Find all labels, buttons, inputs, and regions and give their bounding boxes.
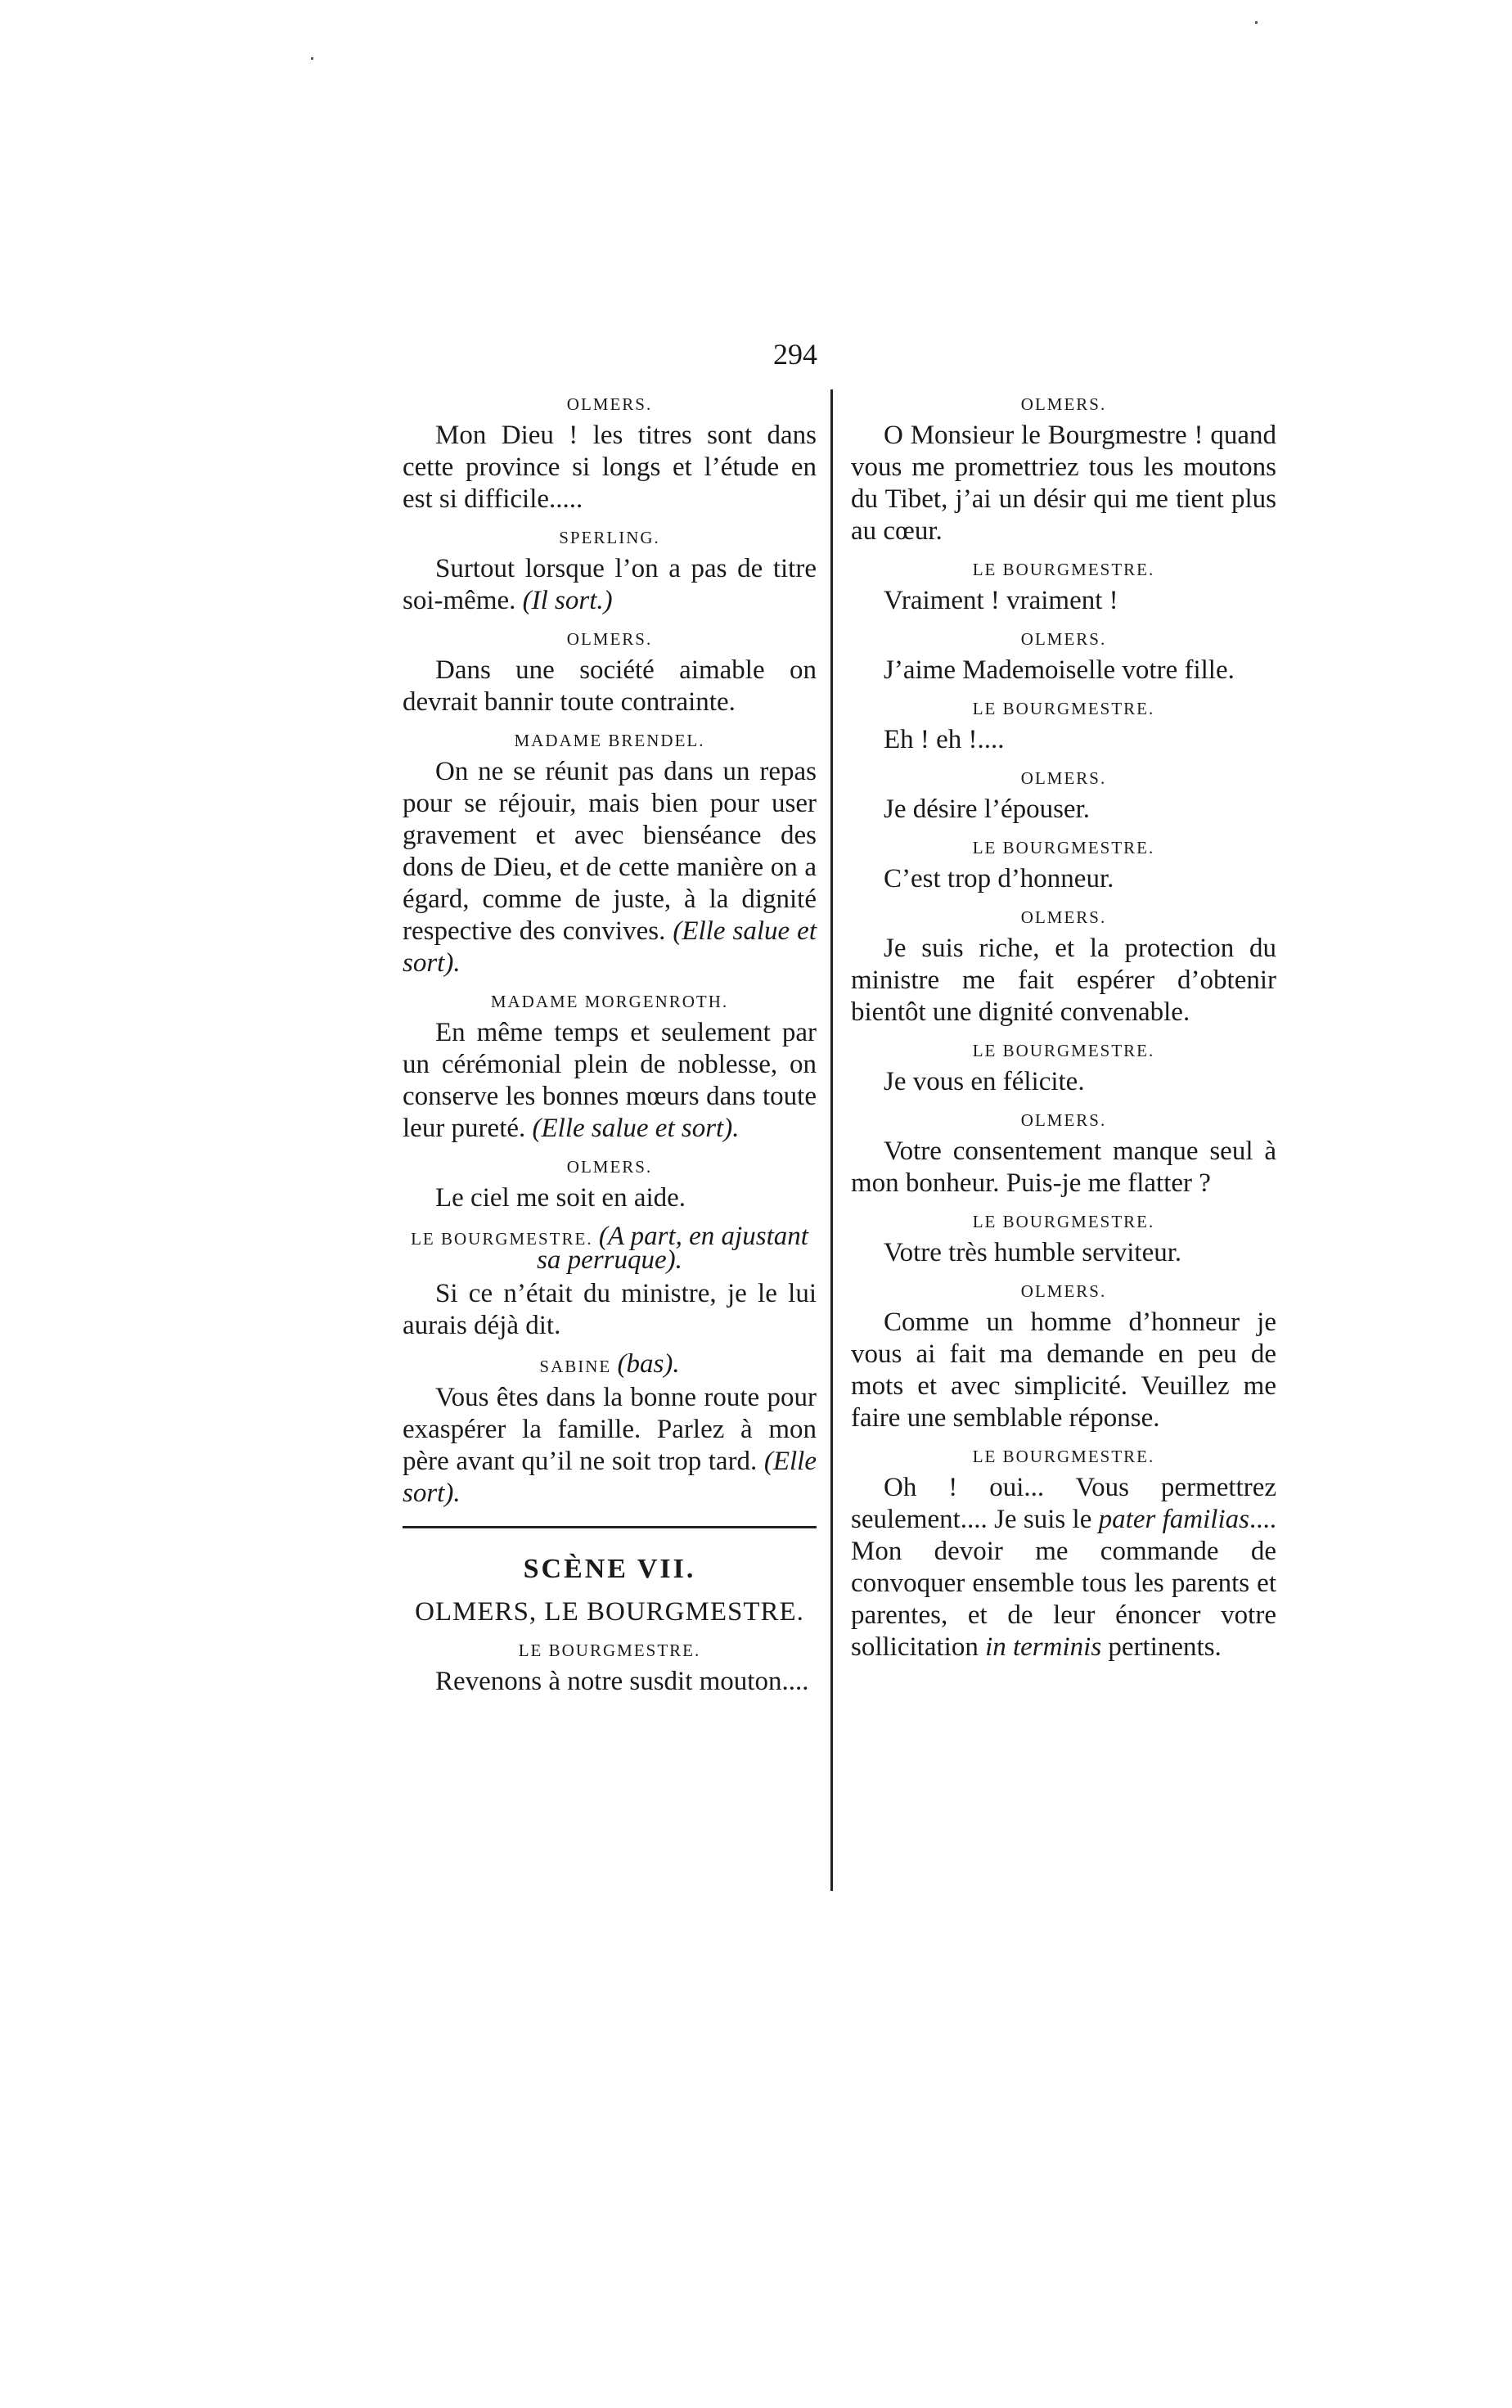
latin-phrase: pater familias	[1098, 1505, 1249, 1534]
speaker-name: OLMERS.	[1020, 768, 1107, 788]
speaker-name: OLMERS.	[1020, 629, 1107, 649]
speech-text: On ne se réunit pas dans un repas pour se réjouir, mais bien pour user gravement et avec bienséance des dons de Dieu, et de cette manière on a égard, comme de juste, à la dignité respective des convives.	[403, 757, 817, 946]
speaker-name: MADAME BRENDEL.	[514, 731, 705, 750]
speaker-direction: (A part, en ajustant sa perruque).	[537, 1222, 808, 1275]
speaker-name: OLMERS.	[1020, 1110, 1107, 1130]
stage-direction: (Elle salue et sort).	[403, 916, 817, 978]
speech-text-part: pertinents.	[1101, 1632, 1222, 1662]
speech-text: O Monsieur le Bourgmestre ! quand vous me promettriez tous les moutons du Tibet, j’ai un désir qui me tient plus au cœur.	[851, 421, 1276, 546]
speaker-with-direction	[403, 1222, 817, 1275]
speech	[403, 1017, 817, 1145]
speaker-name: OLMERS.	[1020, 1281, 1107, 1301]
speaker-name: MADAME MORGENROTH.	[490, 992, 729, 1011]
speech-text: Surtout lorsque l’on a pas de titre soi-même.	[403, 554, 817, 615]
scene-title: SCÈNE VII.	[523, 1554, 696, 1584]
speaker-name: OLMERS.	[566, 394, 653, 414]
speech-text: Je vous en félicite.	[884, 1067, 1085, 1096]
scene-divider-rule	[403, 1526, 817, 1528]
speech	[403, 756, 817, 979]
speech-text: Je suis riche, et la protection du ministre me fait espérer d’obtenir bientôt une dignité convenable.	[851, 934, 1276, 1027]
latin-phrase: in terminis	[985, 1632, 1102, 1662]
speech	[403, 1382, 817, 1510]
speech-text: En même temps et seulement par un cérémonial plein de noblesse, on conserve les bonnes mœurs dans toute leur pureté.	[403, 1018, 817, 1143]
speaker-name: OLMERS.	[1020, 907, 1107, 927]
speech-text: Le ciel me soit en aide.	[435, 1183, 686, 1213]
column-divider	[830, 389, 833, 1891]
speech-text: Votre consentement manque seul à mon bonheur. Puis-je me flatter ?	[851, 1136, 1276, 1198]
speaker-name: LE BOURGMESTRE.	[972, 699, 1155, 718]
stage-direction: (Elle salue et sort).	[532, 1114, 740, 1143]
speaker-name: OLMERS.	[566, 629, 653, 649]
speech-text: Revenons à notre susdit mouton....	[435, 1667, 809, 1696]
speaker-name: SABINE	[539, 1357, 612, 1376]
paper-speck	[1255, 21, 1258, 24]
speaker-name: LE BOURGMESTRE.	[972, 1041, 1155, 1060]
speech-text: Je désire l’épouser.	[884, 794, 1090, 824]
speaker-name: LE BOURGMESTRE.	[972, 838, 1155, 857]
speaker-name: LE BOURGMESTRE.	[972, 1447, 1155, 1466]
speaker-name: LE BOURGMESTRE.	[518, 1641, 701, 1660]
speaker-name: LE BOURGMESTRE.	[411, 1229, 593, 1249]
speech-text: Mon Dieu ! les titres sont dans cette province si longs et l’étude en est si difficile.....	[403, 421, 817, 514]
stage-direction: (Elle sort).	[403, 1447, 817, 1508]
page-number: 294	[773, 338, 817, 371]
speaker-with-direction	[403, 1349, 817, 1379]
speech-text: Dans une société aimable on devrait bannir toute contrainte.	[403, 655, 817, 717]
speech	[851, 1472, 1276, 1663]
speech-text: Si ce n’était du ministre, je le lui aurais déjà dit.	[403, 1279, 817, 1340]
speech-text: Comme un homme d’honneur je vous ai fait ma demande en peu de mots et avec simplicité. Veuillez me faire une semblable réponse.	[851, 1308, 1276, 1433]
paper-speck	[311, 57, 313, 60]
speaker-name: OLMERS.	[566, 1157, 653, 1177]
speech	[403, 553, 817, 617]
speech-text: Votre très humble serviteur.	[884, 1238, 1182, 1267]
speaker-name: SPERLING.	[559, 528, 660, 547]
speaker-name: OLMERS.	[1020, 394, 1107, 414]
left-column	[403, 386, 817, 1709]
speaker-name: LE BOURGMESTRE.	[972, 560, 1155, 579]
speech-text-part: .... Mon devoir me commande de convoquer ensemble tous les parents et parentes, et de leur énoncer votre sollicitation	[851, 1505, 1276, 1662]
scene-cast: OLMERS, LE BOURGMESTRE.	[415, 1597, 804, 1627]
speech-text-part: Oh ! oui... Vous permettrez seulement.... Je suis le	[851, 1473, 1276, 1534]
speech-text: Eh ! eh !....	[884, 725, 1005, 754]
speech-text: Vous êtes dans la bonne route pour exaspérer la famille. Parlez à mon père avant qu’il ne soit trop tard.	[403, 1383, 817, 1476]
speech-text: C’est trop d’honneur.	[884, 864, 1114, 893]
speech-text: Vraiment ! vraiment !	[884, 586, 1118, 615]
speaker-name: LE BOURGMESTRE.	[972, 1212, 1155, 1231]
speaker-direction: (bas).	[617, 1349, 680, 1379]
stage-direction: (Il sort.)	[522, 586, 613, 615]
speech-text: J’aime Mademoiselle votre fille.	[884, 655, 1235, 685]
right-column	[851, 386, 1276, 1675]
